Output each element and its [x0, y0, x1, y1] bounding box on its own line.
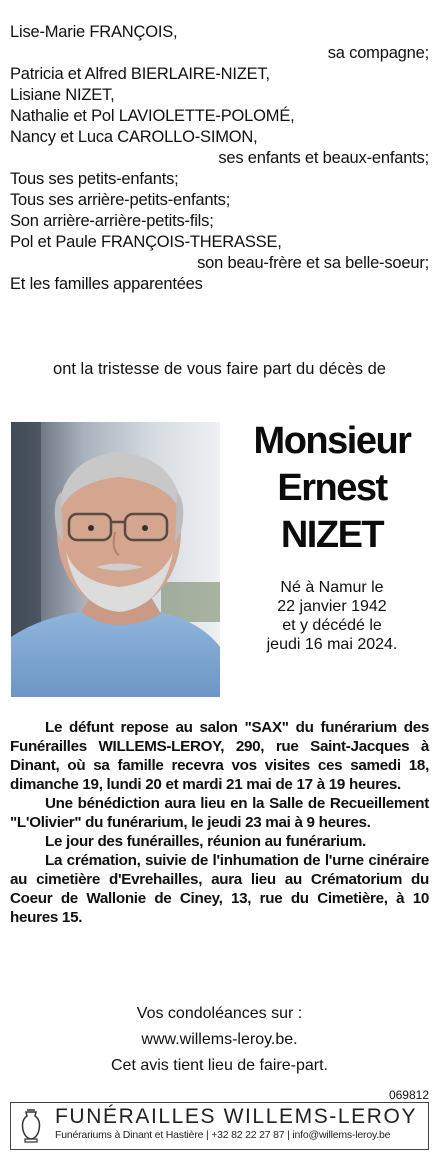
family-line: Tous ses petits-enfants;	[10, 170, 179, 188]
condolences-note: Cet avis tient lieu de faire-part.	[111, 1057, 328, 1074]
family-line: Lise-Marie FRANÇOIS,	[10, 23, 178, 41]
family-line: Patricia et Alfred BIERLAIRE-NIZET,	[10, 65, 270, 83]
family-line: Son arrière-arrière-petits-fils;	[10, 212, 214, 230]
dates-line: et y décédé le	[282, 617, 382, 634]
family-line: Nathalie et Pol LAVIOLETTE-POLOMÉ,	[10, 107, 295, 125]
reference-number: 069812	[388, 1088, 429, 1102]
paragraph-meeting: Le jour des funérailles, réunion au funérarium.	[45, 833, 366, 850]
urn-icon	[19, 1108, 43, 1144]
portrait-photo	[11, 422, 220, 697]
paragraph-viewing: Le défunt repose au salon "SAX" du funérarium des Funérailles WILLEMS-LEROY, 290, rue Saint-Jacques à Dinant, où sa famille recevra vos visites ces samedi 18, dimanche 19, lundi 20 et mardi 21 mai de 17 à 19 heures.	[10, 719, 429, 793]
family-line: Et les familles apparentées	[10, 275, 203, 293]
family-line: ses enfants et beaux-enfants;	[218, 149, 429, 167]
family-line: Tous ses arrière-petits-enfants;	[10, 191, 231, 209]
dates-line: Né à Namur le	[280, 579, 384, 596]
condolences-website-link[interactable]: www.willems-leroy.be.	[141, 1031, 298, 1048]
family-line: Nancy et Luca CAROLLO-SIMON,	[10, 128, 258, 146]
deceased-title: Monsieur	[253, 420, 411, 462]
funeral-home-footer	[10, 1102, 429, 1150]
birth-death-dates	[232, 578, 432, 654]
deceased-last-name: NIZET	[280, 514, 384, 556]
family-list	[10, 22, 429, 295]
arrangements-text	[10, 718, 429, 927]
paragraph-cremation: La crémation, suivie de l'inhumation de l'urne cinéraire au cimetière d'Evrehailles, aura lieu au Crématorium du Coeur de Wallonie de Ciney, 13, rue du Cimetière, à 10 heures 15.	[10, 852, 429, 926]
condolences-label: Vos condoléances sur :	[136, 1005, 303, 1022]
deceased-first-name: Ernest	[277, 467, 387, 509]
dates-line: 22 janvier 1942	[277, 598, 387, 615]
family-line: Lisiane NIZET,	[10, 86, 115, 104]
condolences-block	[0, 1001, 439, 1079]
family-line: Pol et Paule FRANÇOIS-THERASSE,	[10, 233, 282, 251]
family-line: son beau-frère et sa belle-soeur;	[197, 254, 429, 272]
funeral-home-contact: Funérariums à Dinant et Hastière | +32 82 22 27 87 | info@willems-leroy.be	[55, 1129, 391, 1141]
paragraph-blessing: Une bénédiction aura lieu en la Salle de Recueillement "L'Olivier" du funérarium, le jeudi 23 mai à 9 heures.	[10, 795, 429, 831]
funeral-home-name: FUNÉRAILLES WILLEMS-LEROY	[55, 1105, 418, 1128]
dates-line: jeudi 16 mai 2024.	[266, 636, 398, 653]
family-line: sa compagne;	[327, 44, 429, 62]
intro-text: ont la tristesse de vous faire part du décès de	[53, 360, 386, 378]
